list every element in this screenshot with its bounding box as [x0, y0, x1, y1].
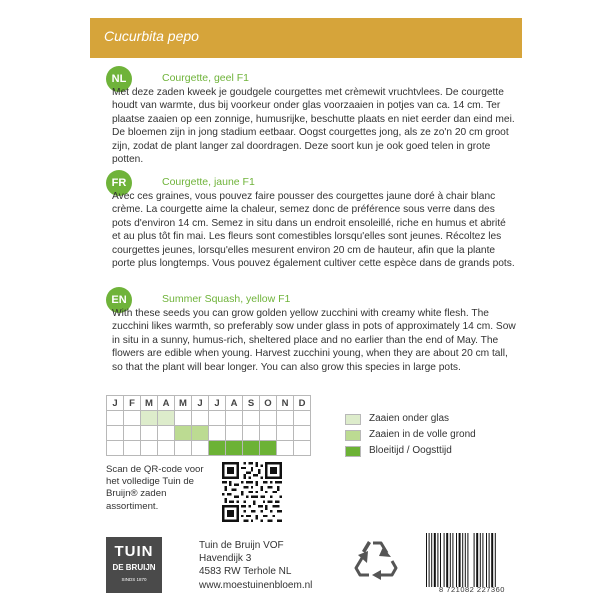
calendar-cell [192, 441, 209, 456]
month-label: F [124, 396, 141, 411]
calendar-month-row [107, 396, 311, 411]
calendar-cell [141, 411, 158, 426]
calendar-cell [192, 411, 209, 426]
legend-label: Zaaien in de volle grond [369, 429, 476, 440]
calendar-cell [243, 411, 260, 426]
month-label: A [158, 396, 175, 411]
company-address [199, 539, 312, 592]
calendar-cell [226, 441, 243, 456]
calendar-cell [209, 411, 226, 426]
description-fr: Avec ces graines, vous pouvez faire pousser des courgettes jaune doré à chair blanc crème. La courgette aime la chaleur, semez donc de préférence sous verre dans des pots d'environ 14 cm. Semez in situ dans un endroit ensoleillé, riche en humus et abrité et au plus tôt fin mai. Les fleurs sont comestibles lorsqu'elles sont jeunes. Récoltez les courgettes jeunes, lorsqu'elles mesurent environ 20 cm de hauteur, afin que la plante porte plus longtemps. Vous pouvez également cultiver cette espèce dans de grands pots. [112, 191, 515, 270]
calendar-cell [124, 411, 141, 426]
barcode-icon [424, 533, 520, 587]
address-city: 4583 RW Terhole NL [199, 566, 292, 578]
calendar-row-sow-open-ground [107, 426, 311, 441]
calendar-cell [260, 426, 277, 441]
qr-instruction-text: Scan de QR-code voor het volledige Tuin de Bruijn® zaden assortiment. [106, 464, 204, 512]
variety-name-fr: Courgette, jaune F1 [162, 176, 255, 188]
calendar-cell [294, 441, 311, 456]
legend-label: Zaaien onder glas [369, 413, 450, 424]
language-badge-en: EN [106, 287, 132, 313]
qr-code[interactable] [222, 462, 282, 522]
language-badge-fr: FR [106, 170, 132, 196]
calendar-cell [226, 411, 243, 426]
calendar-cell [192, 426, 209, 441]
species-name: Cucurbita pepo [104, 28, 199, 44]
logo-line-3: SINDS 1870 [121, 577, 147, 582]
calendar-cell [243, 426, 260, 441]
brand-logo [106, 537, 162, 593]
barcode-number: 8 721082 227360 [439, 585, 505, 594]
calendar-cell [107, 441, 124, 456]
legend-swatch [345, 430, 361, 441]
calendar-cell [294, 411, 311, 426]
description-en: With these seeds you can grow golden yellow zucchini with creamy white flesh. The zucchini likes warmth, so preferably sow under glass in pots of approximately 14 cm. Sow in situ in a sunny, humus-rich, sheltered place and no earlier than the end of May. The flowers are edible when young. Harvest zucchini young, when they are about 20 cm tall, so that the plant will bear longer. You can also grow this species in large pots. [112, 308, 516, 373]
calendar-cell [277, 441, 294, 456]
month-label: M [141, 396, 158, 411]
month-label: N [277, 396, 294, 411]
variety-name-nl: Courgette, geel F1 [162, 72, 249, 84]
month-label: J [192, 396, 209, 411]
calendar-cell [107, 411, 124, 426]
calendar-cell [226, 426, 243, 441]
recycle-icon [352, 535, 402, 585]
logo-line-1: TUIN [114, 543, 154, 560]
calendar-cell [141, 426, 158, 441]
description-nl: Met deze zaden kweek je goudgele courgettes met crèmewit vruchtvlees. De courgette houdt van warmte, dus bij voorkeur onder glas voorzaaien in potjes van ca. 14 cm. Ter plaatse zaaien op een zonnige, humusrijke, beschutte plaats en niet eerder dan eind mei. De bloemen zijn in jong stadium eetbaar. Oogst courgettes jong, als ze zo'n 20 cm groot zijn, zodat de plant langer zal doordragen. Deze soort kun je ook goed telen in grote potten. [112, 87, 515, 166]
calendar-cell [209, 426, 226, 441]
calendar-cell [209, 441, 226, 456]
calendar-cell [175, 411, 192, 426]
month-label: J [209, 396, 226, 411]
legend-label: Bloeitijd / Oogsttijd [369, 445, 452, 456]
legend-swatch [345, 446, 361, 457]
variety-name-en: Summer Squash, yellow F1 [162, 293, 291, 305]
website-link[interactable]: www.moestuinenbloem.nl [199, 579, 313, 591]
logo-line-2: DE BRUIJN [112, 563, 156, 572]
calendar-cell [260, 441, 277, 456]
calendar-cell [107, 426, 124, 441]
month-label: D [294, 396, 311, 411]
month-label: M [175, 396, 192, 411]
calendar-cell [124, 426, 141, 441]
month-label: J [107, 396, 124, 411]
language-badge-nl: NL [106, 66, 132, 92]
calendar-cell [243, 441, 260, 456]
month-label: O [260, 396, 277, 411]
calendar-cell [175, 426, 192, 441]
header-band [90, 18, 522, 58]
month-label: A [226, 396, 243, 411]
calendar-cell [158, 441, 175, 456]
calendar-cell [158, 411, 175, 426]
calendar-row-flowering-harvest [107, 441, 311, 456]
calendar-cell [260, 411, 277, 426]
calendar-row-sow-under-glass [107, 411, 311, 426]
calendar-cell [294, 426, 311, 441]
calendar-cell [175, 441, 192, 456]
legend-swatch [345, 414, 361, 425]
calendar-cell [277, 411, 294, 426]
calendar-cell [158, 426, 175, 441]
address-street: Havendijk 3 [199, 553, 252, 565]
calendar-cell [124, 441, 141, 456]
company-name: Tuin de Bruijn VOF [199, 540, 284, 551]
month-label: S [243, 396, 260, 411]
calendar-cell [277, 426, 294, 441]
calendar-cell [141, 441, 158, 456]
sowing-calendar [106, 395, 311, 456]
